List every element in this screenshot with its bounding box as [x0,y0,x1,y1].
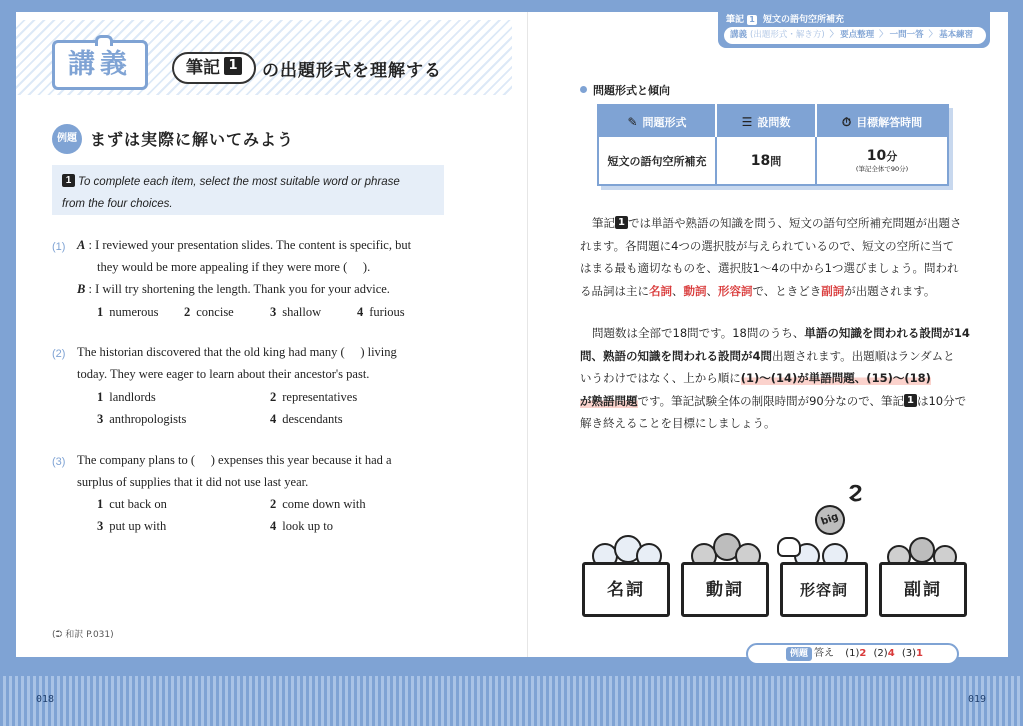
instruction-line1: To complete each item, select the most suitable word or phrase [78,176,400,188]
table-header-format: ✎ 問題形式 [598,105,716,137]
pencil-note-icon: ✎ [627,114,638,129]
question-1-b-line: B : I will try shortening the length. Thank you for your advice. [77,282,390,296]
answer-label: 答え [814,648,834,659]
box-noun: 名詞 [582,562,670,617]
answer-bar: 例題 答え (1)2 (2)4 (3)1 [746,643,959,665]
breadcrumb-title: 筆記 1 短文の語句空所補充 [726,14,845,25]
choice-item: 1 landlords [97,390,156,404]
bottom-stripes [0,676,1023,726]
paragraph-1: 筆記 1 では単語や熟語の知識を問う、短文の語句空所補充問題が出題さ れます。各問題に4つの選択肢が与えられているので、短文の空所に当て はまる最も適切なものを、選択肢1〜4の中から1つ選びましょう。問われ る品詞は主に名詞、動詞、形容詞で、ときどき副詞が出題されます。 [580,216,962,298]
choice-item: 2 concise [184,305,234,319]
page-title: の出題形式を理解する [262,61,442,81]
choice-item: 4 look up to [270,519,333,533]
choice-item: 3 shallow [270,305,322,319]
question-1-a-line1: A : I reviewed your presentation slides. The content is specific, but [77,238,412,252]
paragraph-2: 問題数は全部で18問です。18問のうち、単語の知識を問われる設問が14 問、熟語の知識を問われる設問が4問出題されます。出題順はランダムと いうわけではなく、上から順に(1)〜(14)が単語問題、(15)〜(18) が熟語問題です。筆記試験全体の制限時間が90分なので、筆記 1 は10分で 解き終えることを目標にしましょう。 [580,326,970,431]
page-number-left: 018 [36,694,55,705]
choice-item: 3 anthropologists [97,412,187,426]
breadcrumb-current: 講義 [730,30,748,40]
instruction-box [52,165,444,215]
choice-item: 4 furious [357,305,405,319]
question-3-number: (3) [52,456,66,468]
chevron-right-icon: 〉 [829,30,839,40]
translation-reference: (⮊ 和訳 P.031) [52,630,114,640]
table-cell-time: 10分 (筆記全体で90分) [855,148,909,173]
question-2-line1: The historian discovered that the old king had many ( ) living [77,345,397,360]
spine [527,12,528,657]
choice-item: 3 put up with [97,519,167,533]
question-1-a-line2: they would be more appealing if they were more ( ) . [97,260,370,275]
instruction-num: 1 [62,174,75,187]
choice-item: 1 numerous [97,305,159,319]
choice-item: 4 descendants [270,412,343,426]
table-header-count: ☰ 設問数 [716,105,816,137]
page-number-right: 019 [968,694,987,705]
box-adverb: 副詞 [879,562,967,617]
choice-item: 2 come down with [270,497,366,511]
question-3-line1: The company plans to ( ) expenses this year because it had a [77,453,392,468]
big-ball: big [811,501,849,539]
format-table-wrap [597,104,949,186]
format-table [597,104,949,186]
question-3-line2: surplus of supplies that it did not use last year. [77,475,309,489]
box-adjective: 形容詞 [780,562,868,617]
choice-item: 1 cut back on [97,497,167,511]
table-cell-count: 18問 [716,137,816,185]
question-2-line2: today. They were eager to learn about their ancestor's past. [77,367,370,381]
box-verb: 動詞 [681,562,769,617]
breadcrumb-nav: 講義 (出題形式・解き方) 〉 要点整理 〉 一問一答 〉 基本練習 [724,27,986,44]
title-pill [172,52,256,84]
choice-item: 2 representatives [270,390,358,404]
title-num: 1 [224,57,242,75]
answer-blank [191,453,215,468]
list-icon: ☰ [741,114,753,129]
example-title: まずは実際に解いてみよう [90,130,295,149]
balls-group [582,531,670,565]
answer-badge: 例題 [786,647,812,661]
chevron-right-icon: 〉 [879,30,888,40]
table-header-time: ⏱ 目標解答時間 [816,105,948,137]
instruction-line2: from the four choices. [62,198,173,210]
balls-group [681,531,769,565]
answer-blank [343,260,367,275]
example-badge: 例題 [52,124,82,154]
title-pill-text: 筆記 [186,58,220,78]
question-2-number: (2) [52,348,66,360]
cat-icon [777,537,801,557]
swirl-icon: ϩ [848,478,863,503]
lecture-badge: 講義 [52,40,148,90]
table-cell-format: 短文の語句空所補充 [598,137,716,185]
breadcrumb [718,10,990,48]
stopwatch-icon: ⏱ [841,114,852,129]
question-1-number: (1) [52,241,66,253]
chevron-right-icon: 〉 [928,30,938,40]
section-label: 問題形式と傾向 [580,82,670,98]
answer-blank [340,345,364,360]
balls-group [879,531,967,565]
